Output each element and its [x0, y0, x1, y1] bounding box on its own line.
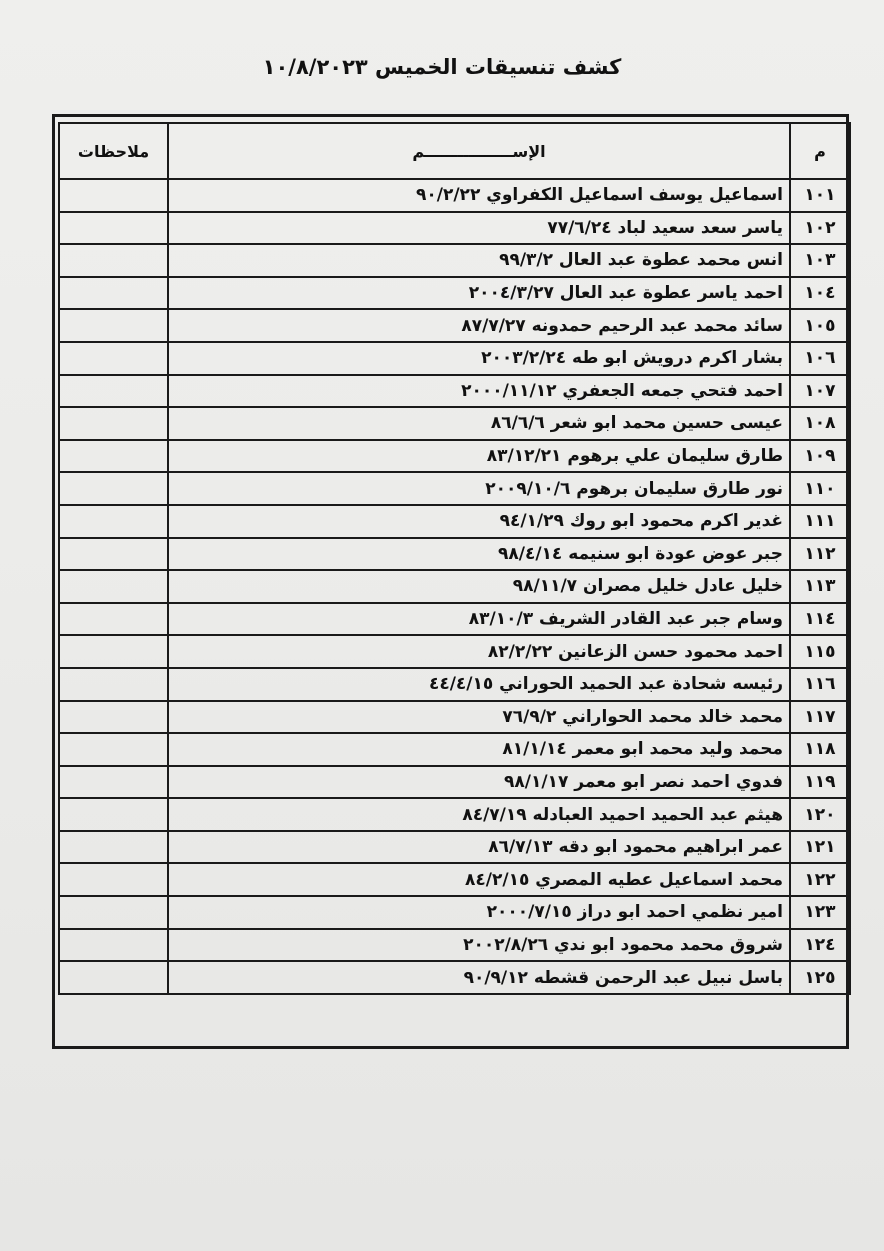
row-name-cell: هيثم عبد الحميد احميد العبادله ٨٤/٧/١٩ [168, 798, 790, 831]
header-name: الإســــــــــــــــم [168, 123, 790, 179]
row-notes-cell [59, 929, 168, 962]
table-row [59, 766, 850, 799]
row-name-cell: اسماعيل يوسف اسماعيل الكفراوي ٩٠/٢/٢٢ [168, 179, 790, 212]
row-notes-cell [59, 570, 168, 603]
header-number: م [790, 123, 850, 179]
row-notes-cell [59, 407, 168, 440]
row-number-cell: ١٠٢ [790, 212, 850, 245]
row-name-cell: عيسى حسين محمد ابو شعر ٨٦/٦/٦ [168, 407, 790, 440]
table-row [59, 342, 850, 375]
row-name-cell: فدوي احمد نصر ابو معمر ٩٨/١/١٧ [168, 766, 790, 799]
table-row [59, 309, 850, 342]
row-notes-cell [59, 342, 168, 375]
table-row [59, 375, 850, 408]
row-number-cell: ١٠١ [790, 179, 850, 212]
row-name-cell: خليل عادل خليل مصران ٩٨/١١/٧ [168, 570, 790, 603]
row-notes-cell [59, 603, 168, 636]
table-row [59, 440, 850, 473]
row-notes-cell [59, 733, 168, 766]
header-notes: ملاحظات [59, 123, 168, 179]
row-name-cell: احمد محمود حسن الزعانين ٨٢/٢/٢٢ [168, 635, 790, 668]
row-number-cell: ١١١ [790, 505, 850, 538]
row-notes-cell [59, 538, 168, 571]
row-name-cell: احمد ياسر عطوة عبد العال ٢٠٠٤/٣/٢٧ [168, 277, 790, 310]
row-number-cell: ١١٥ [790, 635, 850, 668]
row-notes-cell [59, 212, 168, 245]
row-number-cell: ١١٩ [790, 766, 850, 799]
row-name-cell: احمد فتحي جمعه الجعفري ٢٠٠٠/١١/١٢ [168, 375, 790, 408]
table-row [59, 505, 850, 538]
table-row [59, 472, 850, 505]
row-number-cell: ١١٦ [790, 668, 850, 701]
row-name-cell: باسل نبيل عبد الرحمن قشطه ٩٠/٩/١٢ [168, 961, 790, 994]
table-row [59, 896, 850, 929]
row-notes-cell [59, 244, 168, 277]
row-notes-cell [59, 961, 168, 994]
row-number-cell: ١٢٥ [790, 961, 850, 994]
row-notes-cell [59, 766, 168, 799]
row-name-cell: عمر ابراهيم محمود ابو دقه ٨٦/٧/١٣ [168, 831, 790, 864]
row-notes-cell [59, 309, 168, 342]
row-number-cell: ١٢٢ [790, 863, 850, 896]
row-notes-cell [59, 668, 168, 701]
row-notes-cell [59, 701, 168, 734]
row-name-cell: محمد اسماعيل عطيه المصري ٨٤/٢/١٥ [168, 863, 790, 896]
table-row [59, 244, 850, 277]
row-name-cell: رئيسه شحادة عبد الحميد الحوراني ٤٤/٤/١٥ [168, 668, 790, 701]
row-name-cell: سائد محمد عبد الرحيم حمدونه ٨٧/٧/٢٧ [168, 309, 790, 342]
row-number-cell: ١١٠ [790, 472, 850, 505]
row-number-cell: ١١٤ [790, 603, 850, 636]
table-header-row [59, 123, 850, 179]
row-number-cell: ١٢٣ [790, 896, 850, 929]
row-number-cell: ١٢١ [790, 831, 850, 864]
table-body [59, 179, 850, 994]
table-row [59, 179, 850, 212]
row-notes-cell [59, 831, 168, 864]
row-notes-cell [59, 179, 168, 212]
row-notes-cell [59, 798, 168, 831]
table-row [59, 570, 850, 603]
roster-table [58, 122, 851, 995]
table-row [59, 277, 850, 310]
row-notes-cell [59, 635, 168, 668]
table-row [59, 701, 850, 734]
row-notes-cell [59, 375, 168, 408]
row-name-cell: شروق محمد محمود ابو ندي ٢٠٠٢/٨/٢٦ [168, 929, 790, 962]
row-name-cell: وسام جبر عبد القادر الشريف ٨٣/١٠/٣ [168, 603, 790, 636]
row-name-cell: غدير اكرم محمود ابو روك ٩٤/١/٢٩ [168, 505, 790, 538]
table-row [59, 538, 850, 571]
table-row [59, 212, 850, 245]
table-row [59, 961, 850, 994]
row-name-cell: امير نظمي احمد ابو دراز ٢٠٠٠/٧/١٥ [168, 896, 790, 929]
row-notes-cell [59, 896, 168, 929]
document-title: كشف تنسيقات الخميس ١٠/٨/٢٠٢٣ [262, 55, 622, 79]
row-number-cell: ١٠٥ [790, 309, 850, 342]
row-notes-cell [59, 863, 168, 896]
table-row [59, 863, 850, 896]
row-name-cell: ياسر سعد سعيد لباد ٧٧/٦/٢٤ [168, 212, 790, 245]
row-name-cell: طارق سليمان علي برهوم ٨٣/١٢/٢١ [168, 440, 790, 473]
row-notes-cell [59, 440, 168, 473]
row-number-cell: ١١٣ [790, 570, 850, 603]
table-row [59, 603, 850, 636]
row-number-cell: ١٢٤ [790, 929, 850, 962]
row-name-cell: جبر عوض عودة ابو سنيمه ٩٨/٤/١٤ [168, 538, 790, 571]
row-name-cell: بشار اكرم درويش ابو طه ٢٠٠٣/٢/٢٤ [168, 342, 790, 375]
row-number-cell: ١١٨ [790, 733, 850, 766]
row-number-cell: ١٠٣ [790, 244, 850, 277]
table-row [59, 798, 850, 831]
row-name-cell: انس محمد عطوة عبد العال ٩٩/٣/٢ [168, 244, 790, 277]
row-number-cell: ١١٧ [790, 701, 850, 734]
row-number-cell: ١٢٠ [790, 798, 850, 831]
table-row [59, 668, 850, 701]
row-number-cell: ١١٢ [790, 538, 850, 571]
row-name-cell: محمد خالد محمد الحواراني ٧٦/٩/٢ [168, 701, 790, 734]
row-notes-cell [59, 277, 168, 310]
row-number-cell: ١٠٨ [790, 407, 850, 440]
table-row [59, 407, 850, 440]
row-number-cell: ١٠٩ [790, 440, 850, 473]
table-row [59, 733, 850, 766]
row-number-cell: ١٠٤ [790, 277, 850, 310]
table-row [59, 635, 850, 668]
table-row [59, 831, 850, 864]
table-row [59, 929, 850, 962]
row-name-cell: محمد وليد محمد ابو معمر ٨١/١/١٤ [168, 733, 790, 766]
row-notes-cell [59, 472, 168, 505]
row-notes-cell [59, 505, 168, 538]
row-name-cell: نور طارق سليمان برهوم ٢٠٠٩/١٠/٦ [168, 472, 790, 505]
row-number-cell: ١٠٦ [790, 342, 850, 375]
row-number-cell: ١٠٧ [790, 375, 850, 408]
